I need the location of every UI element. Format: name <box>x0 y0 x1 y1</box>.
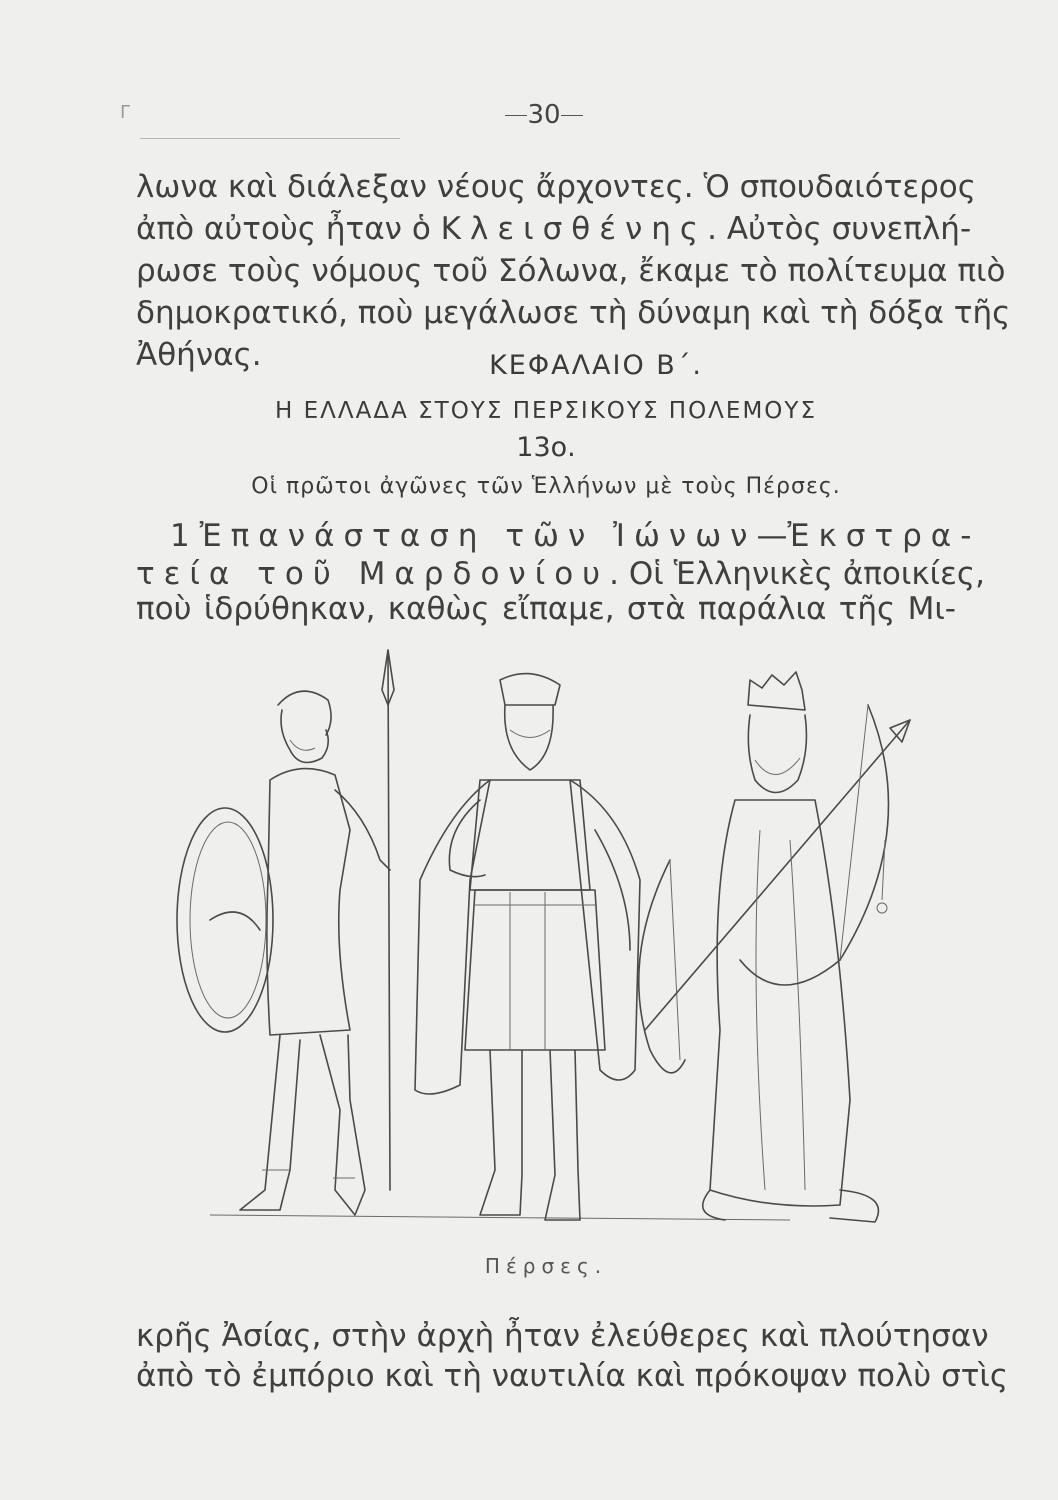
chapter-subtitle: Η ΕΛΛΑΔΑ ΣΤΟΥΣ ΠΕΡΣΙΚΟΥΣ ΠΟΛΕΜΟΥΣ <box>275 398 817 424</box>
page-number-dash-right <box>561 115 583 116</box>
paragraph-heading-b2: τεία τοῦ Μαρδονίου <box>136 556 610 592</box>
paragraph-number: 1 <box>170 518 190 554</box>
paragraph-line-1 <box>170 515 981 557</box>
text-line-5: Ἀθήνας. <box>136 337 262 373</box>
paragraph-heading-b1: Ἐκστρα- <box>787 518 981 554</box>
page-number-value: 30 <box>527 100 561 130</box>
right-king <box>645 672 910 1222</box>
text-bottom-line-2: ἀπὸ τὸ ἐμπόριο καὶ τὴ ναυτιλία καὶ πρόκοψαν πολὺ στὶς <box>136 1358 1009 1394</box>
paragraph-heading-a: Ἐπανάσταση τῶν Ἰώνων <box>199 518 757 554</box>
section-title: Οἱ πρῶτοι ἀγῶνες τῶν Ἑλλήνων μὲ τοὺς Πέρσες. <box>251 474 841 499</box>
left-warrior <box>177 650 394 1215</box>
text-line-2 <box>136 208 972 250</box>
text-bottom-line-1: κρῆς Ἀσίας, στὴν ἀρχὴ ἦταν ἐλεύθερες καὶ πλούτησαν <box>136 1318 989 1354</box>
page-number-dash-left <box>505 115 527 116</box>
paragraph-rest: . Οἱ Ἑλληνικὲς ἀποικίες, <box>609 556 985 592</box>
text-line-2a: ἀπὸ αὐτοὺς ἦταν ὁ <box>136 211 431 247</box>
persians-illustration <box>150 630 930 1230</box>
paragraph-dash: — <box>756 518 788 554</box>
text-line-3: ρωσε τοὺς νόμους τοῦ Σόλωνα, ἔκαμε τὸ πολίτευμα πιὸ <box>136 253 1006 289</box>
text-line-4: δημοκρατικό, ποὺ μεγάλωσε τὴ δύναμη καὶ τὴ δόξα τῆς <box>136 295 1011 331</box>
chapter-title: ΚΕΦΑΛΑΙΟ Β΄. <box>489 350 703 381</box>
header-rule <box>140 138 400 139</box>
name-kleisthenis: Κλεισθένης <box>440 211 708 247</box>
figure-caption: Πέρσες. <box>484 1254 608 1278</box>
header-mark: Γ <box>120 102 133 123</box>
text-line-2b: . Αὐτὸς συνεπλή- <box>707 211 972 247</box>
persians-drawing <box>150 630 930 1230</box>
center-archer <box>415 674 685 1220</box>
paragraph-line-3: ποὺ ἱδρύθηκαν, καθὼς εἴπαμε, στὰ παράλια τῆς Μι- <box>136 591 956 627</box>
text-line-1: λωνα καὶ διάλεξαν νέους ἄρχοντες. Ὁ σπουδαιότερος <box>136 169 976 205</box>
section-number: 13ο. <box>516 432 576 463</box>
page-number <box>484 100 604 130</box>
